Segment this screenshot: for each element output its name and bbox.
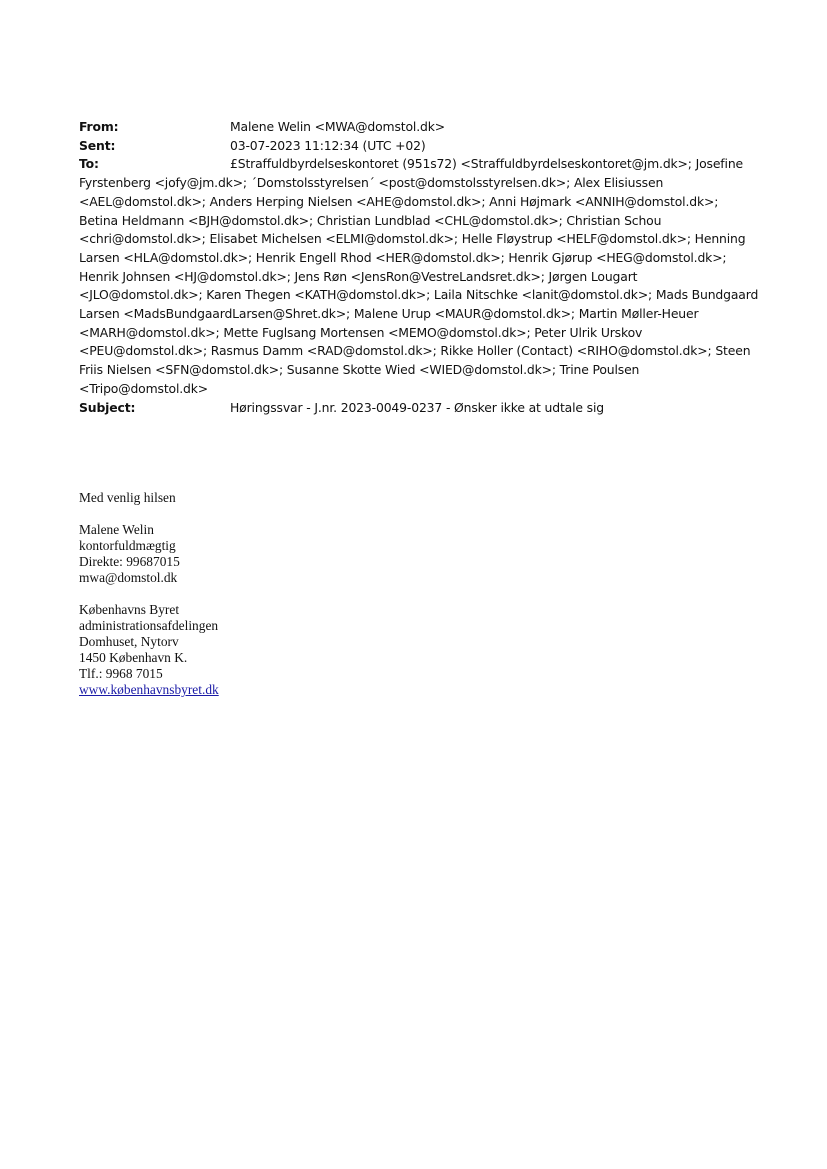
subject-row xyxy=(79,399,759,418)
email-signature xyxy=(79,490,219,698)
email-header xyxy=(79,118,759,417)
from-row xyxy=(79,118,759,137)
subject-label: Subject: xyxy=(79,399,136,415)
subject-value: Høringssvar - J.nr. 2023-0049-0237 - Ønsker ikke at udtale sig xyxy=(230,399,604,415)
phone: Tlf.: 9968 7015 xyxy=(79,666,163,681)
sent-row xyxy=(79,137,759,156)
direct-phone: Direkte: 99687015 xyxy=(79,554,180,569)
sender-title: kontorfuldmægtig xyxy=(79,538,176,553)
to-recipients: £Straffuldbyrdelseskontoret (951s72) <Straffuldbyrdelseskontoret@jm.dk>; Josefine Fyrstenberg <jofy@jm.dk>; ´Domstolsstyrelsen´ <post@domstolsstyrelsen.dk>; Alex Elisiussen <AEL@domstol.dk>; Anders Herping Nielsen <AHE@domstol.dk>; Anni Højmark <ANNIH@domstol.dk>; Betina Heldmann <BJH@domstol.dk>; Christian Lundblad <CHL@domstol.dk>; Christian Schou <chri@domstol.dk>; Elisabet Michelsen <ELMI@domstol.dk>; Helle Fløystrup <HELF@domstol.dk>; Henning Larsen <HLA@domstol.dk>; Henrik Engell Rhod <HER@domstol.dk>; Henrik Gjørup <HEG@domstol.dk>; Henrik Johnsen <HJ@domstol.dk>; Jens Røn <JensRon@VestreLandsret.dk>; Jørgen Lougart <JLO@domstol.dk>; Karen Thegen <KATH@domstol.dk>; Laila Nitschke <lanit@domstol.dk>; Mads Bundgaard Larsen <MadsBundgaardLarsen@Shret.dk>; Malene Urup <MAUR@domstol.dk>; Martin Møller-Heuer <MARH@domstol.dk>; Mette Fuglsang Mortensen <MEMO@domstol.dk>; Peter Ulrik Urskov <PEU@domstol.dk>; Rasmus Damm <RAD@domstol.dk>; Rikke Holler (Contact) <RIHO@domstol.dk>; Steen Friis Nielsen <SFN@domstol.dk>; Susanne Skotte Wied <WIED@domstol.dk>; Trine Poulsen <Tripo@domstol.dk> xyxy=(79,156,759,396)
address: Domhuset, Nytorv xyxy=(79,634,179,649)
sender-email: mwa@domstol.dk xyxy=(79,570,178,585)
greeting: Med venlig hilsen xyxy=(79,490,176,505)
website-link[interactable]: www.københavnsbyret.dk xyxy=(79,682,219,697)
sent-label: Sent: xyxy=(79,137,116,153)
to-row xyxy=(79,155,759,398)
sent-value: 03-07-2023 11:12:34 (UTC +02) xyxy=(230,137,426,153)
sender-name: Malene Welin xyxy=(79,522,154,537)
from-value: Malene Welin <MWA@domstol.dk> xyxy=(230,119,445,134)
organization: Københavns Byret xyxy=(79,602,180,617)
city: 1450 København K. xyxy=(79,650,188,665)
from-label: From: xyxy=(79,119,119,134)
to-label: To: xyxy=(79,156,99,172)
department: administrationsafdelingen xyxy=(79,618,219,633)
